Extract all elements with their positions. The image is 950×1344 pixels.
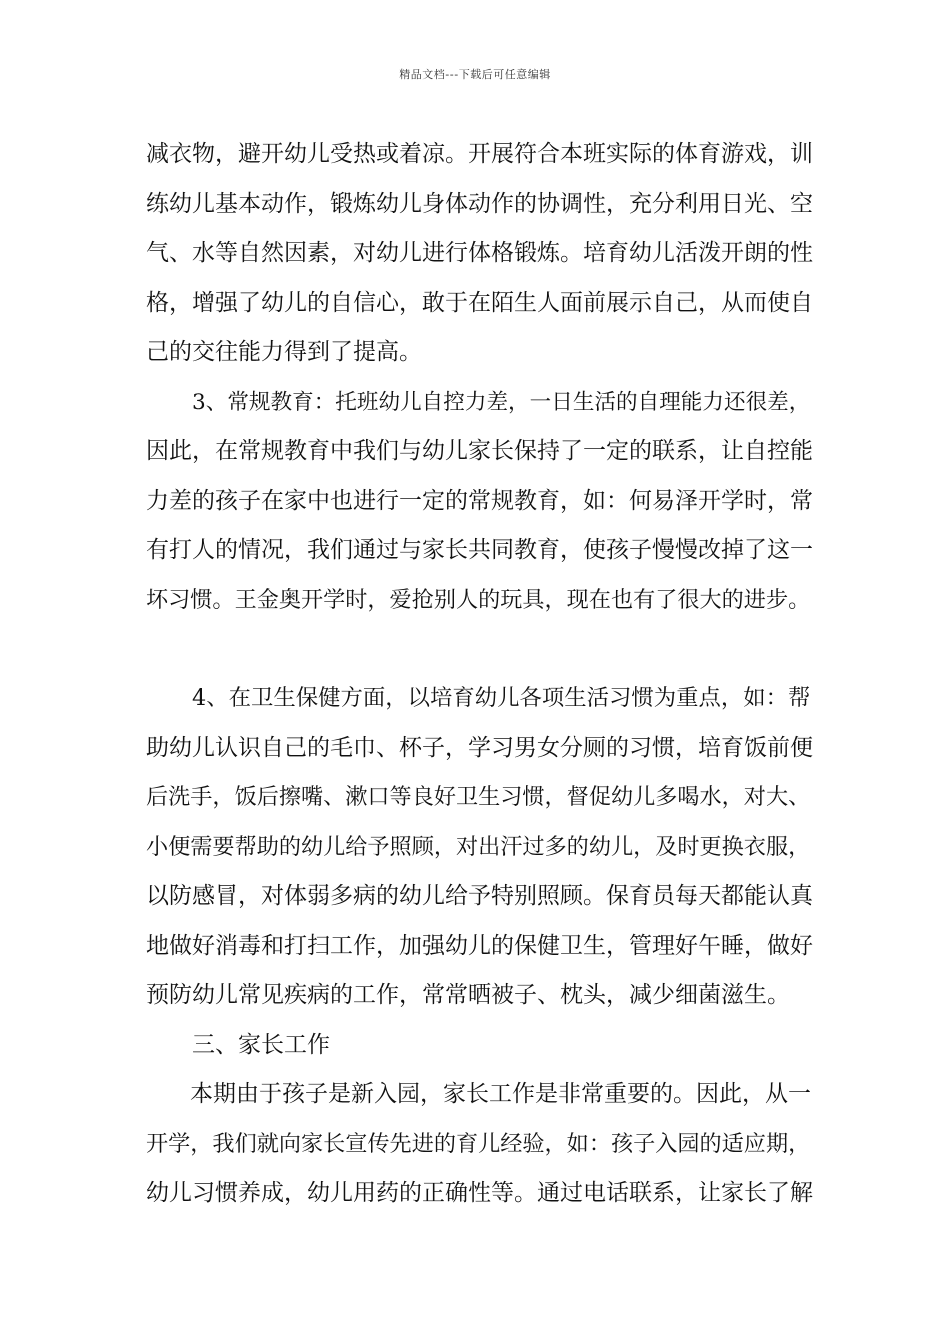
page-header: 精品文档---下载后可任意编辑 bbox=[399, 68, 551, 81]
text-line: 幼儿习惯养成，幼儿用药的正确性等。通过电话联系，让家长了解 bbox=[146, 1180, 813, 1206]
paragraph-routine-education bbox=[146, 378, 814, 626]
text-line: 小便需要帮助的幼儿给予照顾，对出汗过多的幼儿，及时更换衣服， bbox=[146, 833, 811, 860]
text-line: 本期由于孩子是新入园，家长工作是非常重要的。因此，从一 bbox=[190, 1081, 811, 1107]
paragraph-health-care bbox=[146, 674, 814, 1021]
text-line: 3、常规教育：托班幼儿自控力差，一日生活的自理能力还很差， bbox=[192, 389, 811, 415]
text-line: 练幼儿基本动作，锻炼幼儿身体动作的协调性，充分利用日光、空 bbox=[146, 190, 813, 217]
section-heading-parent-work bbox=[146, 1021, 814, 1071]
paragraph-spacer bbox=[146, 625, 814, 674]
text-line: 以防感冒，对体弱多病的幼儿给予特别照顾。保育员每天都能认真 bbox=[146, 883, 813, 909]
text-line: 因此，在常规教育中我们与幼儿家长保持了一定的联系，让自控能 bbox=[146, 438, 813, 464]
text-line: 力差的孩子在家中也进行一定的常规教育，如：何易泽开学时，常 bbox=[146, 487, 813, 514]
text-line: 有打人的情况，我们通过与家长共同教育，使孩子慢慢改掉了这一 bbox=[146, 537, 813, 563]
section-heading: 三、家长工作 bbox=[192, 1031, 330, 1058]
text-line: 4、在卫生保健方面，以培育幼儿各项生活习惯为重点，如：帮 bbox=[192, 685, 811, 711]
paragraph-physical-activity bbox=[146, 130, 814, 378]
text-line: 地做好消毒和打扫工作，加强幼儿的保健卫生，管理好午睡，做好 bbox=[146, 932, 813, 959]
text-line: 预防幼儿常见疾病的工作，常常晒被子、枕头，减少细菌滋生。 bbox=[146, 982, 790, 1008]
paragraph-parent-work bbox=[146, 1070, 814, 1219]
text-line: 气、水等自然因素，对幼儿进行体格锻炼。培育幼儿活泼开朗的性 bbox=[146, 240, 813, 266]
text-line: 开学，我们就向家长宣传先进的育儿经验，如：孩子入园的适应期， bbox=[146, 1130, 811, 1157]
text-line: 减衣物，避开幼儿受热或着凉。开展符合本班实际的体育游戏，训 bbox=[146, 141, 813, 167]
text-line: 坏习惯。王金奥开学时，爱抢别人的玩具，现在也有了很大的进步。 bbox=[146, 586, 811, 613]
text-line: 己的交往能力得到了提高。 bbox=[146, 339, 422, 365]
document-body bbox=[146, 130, 814, 1219]
text-line: 后洗手，饭后擦嘴、漱口等良好卫生习惯，督促幼儿多喝水，对大、 bbox=[146, 784, 811, 810]
text-line: 格，增强了幼儿的自信心，敢于在陌生人面前展示自己，从而使自 bbox=[146, 289, 813, 316]
text-line: 助幼儿认识自己的毛巾、杯子，学习男女分厕的习惯，培育饭前便 bbox=[146, 734, 813, 761]
